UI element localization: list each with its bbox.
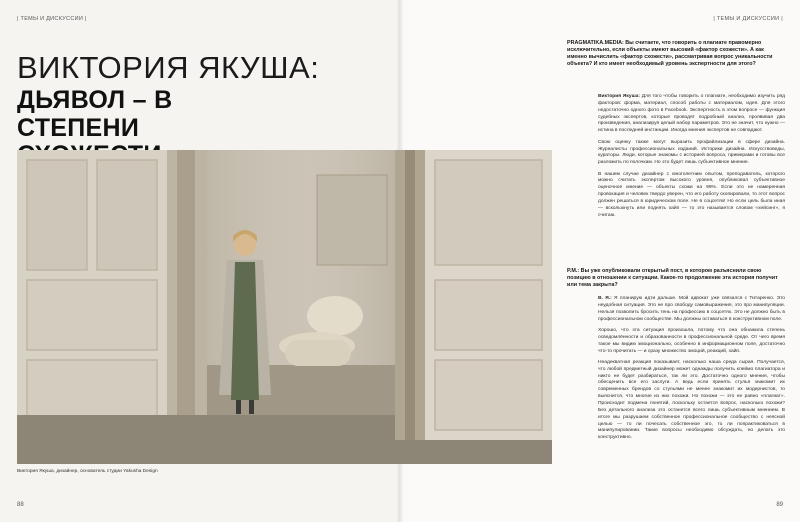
answer-1-p3: В нашем случае дизайнер с многолетним опытом, преподаватель, которого можно считать экспертом высокого уровня, опубликовал субъективное оценочное мнение — объекты схожи на 99%. Если это не намеренная провокация и человек твердо уверен, что его работу скопировали, то этот вопрос должен решаться в юридическом поле. Не в соцсетях! Но если цель была иная — всколыхнуть или поднять хайп — то это называется словом «хейсинг», я считаю.	[598, 171, 785, 218]
answer-1-p2: Свою оценку также могут выразить профайлизации в сфере дизайна. Журналисты профессиональных изданий. Историки дизайна. Искусствоведы, кураторы. Люди, которые знакомы с историей вопроса, примерами и готовы все разложить по полочкам. Но это будет лишь субъективное мнение.	[598, 139, 785, 166]
question-1: PRAGMATIKA.MEDIA: Вы считаете, что говорить о плагиате правомерно исключительно, если объекты имеют высокий «фактор схожести». А как именно вычислить «фактор схожести», рассматривая вопрос уникальности объекта? И кто имеет необходимый уровень экспертности для этого?	[567, 40, 773, 68]
answer-2-p2: Хорошо, что эта ситуация произошла, потому что она обнажила степень осведомлённости и образованности в профессиональной среде. От чего время такое мы видим эмоционально, особенно в информационном поле, достаточно что-то прочитать — и сразу множество эмоций, реакций, хайп.	[598, 327, 785, 354]
page-number-left: 88	[17, 502, 24, 508]
answer-2	[598, 296, 785, 447]
headline-name: ВИКТОРИЯ ЯКУША:	[17, 50, 320, 85]
page-number-right: 89	[776, 502, 783, 508]
answer-1-speaker: Виктория Якуша:	[598, 94, 641, 99]
photo-caption: Виктория Якуша, дизайнер, основатель студии Yakusha Design	[17, 469, 158, 474]
answer-2-p3: Неадекватная реакция показывает, насколько наша среда сырая. Получается, что любой предметный дизайнер может однажды получить клеймо плагиатора и никто не будет разбираться, так ли это. Достаточно одного мнения, чтобы обесценить все его заслуги. А ведь если принять стулья знакомит их современных брендов со стульями не менее знакомит их модернистов, то выяснится, что многие из них похожи. Но похожи — это не равно «плагиат». Происходит подмена понятий, поскольку остается вопрос, насколько похожи? Без детального анализа это останется всего лишь субъективным мнением. В итоге мы разрушаем собственное профессиональное сообщество с неясной целью — то ли почесать собственное эго, то ли попрактиковаться в манипулировании. Такие вопросы необходимо обсуждать, но делать это конструктивно.	[598, 359, 785, 441]
answer-1-p1: Для того чтобы говорить о плагиате, необходимо изучить ряд факторов: форма, материал, способ работы с материалом, идея. Для этого недостаточно одного фото в Facebook. Экспертность в этом вопросе — функция судебных экспертов, которые проводят подробный анализ, проявивая два произведения, анализируя целый набор параметров. Это не значит, что нужно — истина в последней инстанции. Иногда мнения экспертов не совпадают.	[598, 94, 785, 134]
section-tag-left: | ТЕМЫ И ДИСКУССИИ |	[17, 16, 87, 22]
question-2: P.M.: Вы уже опубликовали открытый пост, в котором разъяснили свою позицию в отношении к ситуации. Какое-то продолжение эта история получит или тема закрыта?	[567, 268, 778, 289]
headline-subtitle: ДЬЯВОЛ – В СТЕПЕНИ	[17, 86, 173, 142]
answer-2-p1: Я планирую идти дальше. Мой адвокат уже связался с Титаренко. Это неудобная ситуация. Это не про свободу самовыражения, это про манипуляции. Нельзя позволить бросить тень на профессию в соцсетях. Это не должно быть в профессиональном сообществе. Мы должны оставаться в конструктивном поле.	[598, 296, 785, 322]
section-tag-right: | ТЕМЫ И ДИСКУССИИ |	[713, 16, 783, 22]
answer-2-speaker: В. Я.:	[598, 296, 612, 301]
answer-1	[598, 94, 785, 224]
hero-photo	[17, 150, 552, 464]
